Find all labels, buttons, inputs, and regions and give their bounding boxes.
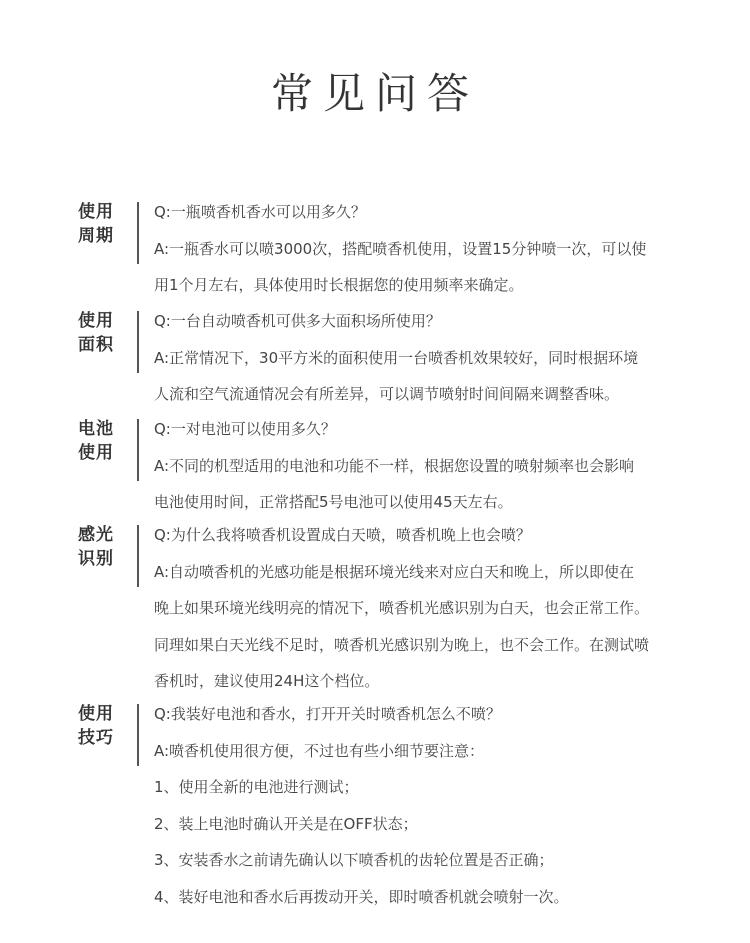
faq-category: 使用 技巧 [78, 704, 114, 748]
faq-answer-line: 4、装好电池和香水后再拨动开关，即时喷香机就会喷射一次。 [154, 887, 569, 906]
faq-answer [154, 309, 714, 419]
faq-divider [137, 202, 139, 264]
faq-answer [154, 523, 714, 706]
faq-answer-line: A:不同的机型适用的电池和功能不一样，根据您设置的喷射频率也会影响 [154, 456, 635, 475]
faq-question: Q:一对电池可以使用多久？ [154, 420, 336, 438]
faq-answer-line: 3、安装香水之前请先确认以下喷香机的齿轮位置是否正确； [154, 851, 554, 869]
faq-answer-line: 同理如果白天光线不足时，喷香机光感识别为晚上，也不会工作。在测试喷 [154, 635, 650, 654]
page-title: 常见问答 [270, 69, 479, 118]
faq-answer-line: A:一瓶香水可以喷3000次，搭配喷香机使用，设置15分钟喷一次，可以使 [154, 239, 647, 258]
faq-answer [154, 417, 714, 527]
faq-answer [154, 200, 714, 310]
faq-divider [137, 311, 139, 373]
faq-question: Q:一台自动喷香机可供多大面积场所使用？ [154, 312, 441, 330]
faq-answer-line: 1、使用全新的电池进行测试； [154, 778, 359, 796]
faq-question: Q:为什么我将喷香机设置成白天喷，喷香机晚上也会喷？ [154, 526, 531, 544]
faq-question: Q:一瓶喷香机香水可以用多久？ [154, 203, 366, 221]
faq-category: 使用 周期 [78, 202, 114, 246]
faq-answer-line: A:正常情况下，30平方米的面积使用一台喷香机效果较好，同时根据环境 [154, 348, 639, 367]
faq-divider [137, 704, 139, 766]
faq-answer-line: 电池使用时间，正常搭配5号电池可以使用45天左右。 [154, 493, 513, 511]
faq-answer-line: 用1个月左右，具体使用时长根据您的使用频率来确定。 [154, 276, 524, 294]
faq-category: 电池 使用 [78, 419, 114, 463]
faq-divider [137, 525, 139, 587]
faq-category: 感光 识别 [78, 525, 114, 569]
faq-answer [154, 702, 714, 921]
faq-answer-line: A:喷香机使用很方便，不过也有些小细节要注意： [154, 741, 485, 760]
faq-answer-line: 晚上如果环境光线明亮的情况下，喷香机光感识别为白天，也会正常工作。 [154, 599, 650, 617]
faq-category: 使用 面积 [78, 311, 114, 355]
faq-answer-line: 2、装上电池时确认开关是在OFF状态； [154, 814, 418, 833]
faq-divider [137, 419, 139, 481]
faq-question: Q:我装好电池和香水，打开开关时喷香机怎么不喷？ [154, 705, 501, 723]
faq-answer-line: A:自动喷香机的光感功能是根据环境光线来对应白天和晚上，所以即使在 [154, 562, 635, 581]
faq-answer-line: 人流和空气流通情况会有所差异，可以调节喷射时间间隔来调整香味。 [154, 385, 620, 403]
faq-answer-line: 香机时，建议使用24H这个档位。 [154, 672, 380, 690]
